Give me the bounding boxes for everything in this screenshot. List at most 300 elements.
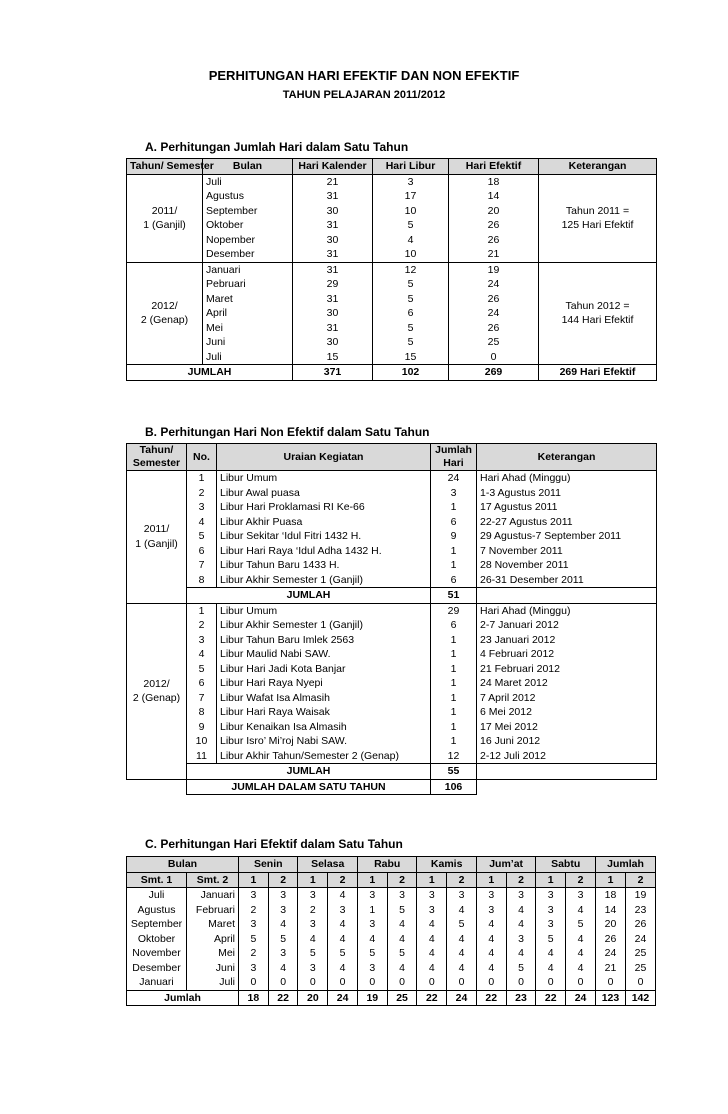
header-cell: Kamis	[417, 857, 476, 873]
count-cell: 20	[595, 917, 625, 932]
hari-kalender-cell: 31	[293, 189, 373, 204]
count-cell: 4	[268, 917, 298, 932]
jumlah-hari-cell: 1	[431, 558, 477, 573]
bulan-cell: Agustus	[127, 903, 187, 918]
table-row	[127, 573, 657, 588]
count-cell: 4	[447, 961, 477, 976]
count-cell: 4	[268, 961, 298, 976]
subtotal-keterangan	[477, 588, 657, 604]
header-uraian: Uraian Kegiatan	[217, 444, 431, 471]
jumlah-hari-cell: 12	[431, 749, 477, 764]
bulan-cell: Pebruari	[203, 277, 293, 292]
semester-cell	[127, 471, 187, 604]
count-cell: 4	[357, 932, 387, 947]
hari-efektif-cell: 21	[449, 247, 539, 262]
total-keterangan: 269 Hari Efektif	[539, 365, 657, 381]
jumlah-hari-cell: 3	[431, 486, 477, 501]
uraian-cell: Libur Tahun Baru Imlek 2563	[217, 633, 431, 648]
table-header-row	[127, 444, 657, 471]
bulan-cell: Nopember	[203, 233, 293, 248]
bulan-cell: Februari	[187, 903, 239, 918]
header-hari-kalender: Hari Kalender	[293, 159, 373, 175]
header-cell: Sabtu	[536, 857, 596, 873]
semester-label: 1 (Ganjil)	[135, 537, 178, 550]
uraian-cell: Libur Hari Raya Waisak	[217, 705, 431, 720]
count-cell: 3	[239, 961, 269, 976]
count-cell: 3	[417, 888, 447, 903]
count-cell: 5	[447, 917, 477, 932]
grand-total-value: 106	[431, 779, 477, 795]
bulan-cell: Juli	[203, 174, 293, 189]
hari-efektif-cell: 26	[449, 292, 539, 307]
uraian-cell: Libur Tahun Baru 1433 H.	[217, 558, 431, 573]
jumlah-hari-cell: 1	[431, 705, 477, 720]
no-cell: 7	[187, 691, 217, 706]
total-cell: 22	[417, 990, 447, 1006]
jumlah-hari-cell: 1	[431, 691, 477, 706]
table-row	[127, 691, 657, 706]
table-header-row	[127, 857, 656, 873]
header-semester: Tahun/ Semester	[127, 159, 203, 175]
count-cell: 5	[387, 903, 417, 918]
count-cell: 3	[298, 888, 328, 903]
subheader-cell: 2	[447, 872, 477, 888]
grand-total-label: JUMLAH DALAM SATU TAHUN	[187, 779, 431, 795]
subtotal-label: JUMLAH	[187, 764, 431, 780]
hari-efektif-cell: 14	[449, 189, 539, 204]
hari-kalender-cell: 29	[293, 277, 373, 292]
count-cell: 4	[566, 946, 596, 961]
hari-libur-cell: 5	[373, 292, 449, 307]
keterangan-cell: 2-12 Juli 2012	[477, 749, 657, 764]
semester-cell	[127, 174, 203, 262]
count-cell: 0	[476, 975, 506, 990]
count-cell: 4	[417, 946, 447, 961]
count-cell: 4	[417, 917, 447, 932]
count-cell: 1	[357, 903, 387, 918]
table-row	[127, 647, 657, 662]
subheader-cell: 2	[328, 872, 358, 888]
hari-libur-cell: 5	[373, 277, 449, 292]
no-cell: 1	[187, 603, 217, 618]
keterangan-cell	[539, 262, 657, 365]
jumlah-hari-cell: 1	[431, 500, 477, 515]
table-header-row	[127, 159, 657, 175]
subheader-cell: 2	[625, 872, 655, 888]
semester-cell	[127, 262, 203, 365]
header-cell: Jumlah	[595, 857, 655, 873]
header-keterangan: Keterangan	[539, 159, 657, 175]
count-cell: 0	[447, 975, 477, 990]
table-row	[127, 633, 657, 648]
uraian-cell: Libur Hari Raya Nyepi	[217, 676, 431, 691]
hari-kalender-cell: 15	[293, 350, 373, 365]
count-cell: 3	[476, 903, 506, 918]
count-cell: 4	[328, 917, 358, 932]
jumlah-hari-cell: 24	[431, 471, 477, 486]
count-cell: 24	[625, 932, 655, 947]
count-cell: 0	[268, 975, 298, 990]
jumlah-hari-cell: 1	[431, 734, 477, 749]
count-cell: 21	[595, 961, 625, 976]
hari-kalender-cell: 31	[293, 292, 373, 307]
total-cell: 24	[447, 990, 477, 1006]
total-cell: 24	[328, 990, 358, 1006]
keterangan-cell: Hari Ahad (Minggu)	[477, 471, 657, 486]
no-cell: 8	[187, 705, 217, 720]
count-cell: 19	[625, 888, 655, 903]
keterangan-cell	[539, 174, 657, 262]
count-cell: 0	[239, 975, 269, 990]
count-cell: 5	[566, 917, 596, 932]
header-semester: Tahun/ Semester	[127, 444, 187, 471]
total-cell: 22	[476, 990, 506, 1006]
total-label: Jumlah	[127, 990, 239, 1006]
section-c-heading: C. Perhitungan Hari Efektif dalam Satu Tahun	[145, 837, 403, 851]
total-cell: 142	[625, 990, 655, 1006]
table-row	[127, 486, 657, 501]
count-cell: 3	[298, 917, 328, 932]
no-cell: 10	[187, 734, 217, 749]
table-row	[127, 734, 657, 749]
keterangan-cell: 24 Maret 2012	[477, 676, 657, 691]
hari-libur-cell: 10	[373, 247, 449, 262]
subtotal-keterangan	[477, 764, 657, 780]
table-row	[127, 888, 656, 903]
header-bulan: Bulan	[203, 159, 293, 175]
hari-efektif-cell: 0	[449, 350, 539, 365]
count-cell: 4	[387, 917, 417, 932]
keterangan-cell: 22-27 Agustus 2011	[477, 515, 657, 530]
count-cell: 3	[506, 932, 536, 947]
total-cell: 19	[357, 990, 387, 1006]
total-cell: 25	[387, 990, 417, 1006]
keterangan-cell: 23 Januari 2012	[477, 633, 657, 648]
count-cell: 0	[298, 975, 328, 990]
count-cell: 0	[506, 975, 536, 990]
header-cell: Selasa	[298, 857, 357, 873]
count-cell: 3	[357, 917, 387, 932]
semester-label: 2 (Genap)	[132, 692, 181, 704]
no-cell: 2	[187, 618, 217, 633]
count-cell: 3	[536, 903, 566, 918]
keterangan-cell: 6 Mei 2012	[477, 705, 657, 720]
uraian-cell: Libur Wafat Isa Almasih	[217, 691, 431, 706]
subheader-cell: 1	[476, 872, 506, 888]
count-cell: 4	[566, 961, 596, 976]
count-cell: 3	[417, 903, 447, 918]
count-cell: 4	[566, 932, 596, 947]
count-cell: 4	[328, 961, 358, 976]
count-cell: 0	[328, 975, 358, 990]
count-cell: 3	[268, 888, 298, 903]
hari-libur-cell: 5	[373, 218, 449, 233]
count-cell: 3	[476, 888, 506, 903]
subheader-cell: 1	[595, 872, 625, 888]
jumlah-hari-cell: 1	[431, 647, 477, 662]
count-cell: 3	[239, 888, 269, 903]
subheader-cell: 2	[506, 872, 536, 888]
count-cell: 4	[476, 932, 506, 947]
bulan-cell: Januari	[203, 262, 293, 277]
semester-year: 2011/	[143, 523, 170, 536]
bulan-cell: Mei	[187, 946, 239, 961]
header-cell: Jum’at	[476, 857, 535, 873]
hari-kalender-cell: 31	[293, 321, 373, 336]
total-cell: 24	[566, 990, 596, 1006]
bulan-cell: Juni	[187, 961, 239, 976]
hari-libur-cell: 5	[373, 335, 449, 350]
no-cell: 7	[187, 558, 217, 573]
count-cell: 0	[536, 975, 566, 990]
uraian-cell: Libur Akhir Tahun/Semester 2 (Genap)	[217, 749, 431, 764]
uraian-cell: Libur Hari Jadi Kota Banjar	[217, 662, 431, 677]
subheader-cell: 2	[268, 872, 298, 888]
header-keterangan: Keterangan	[477, 444, 657, 471]
no-cell: 9	[187, 720, 217, 735]
table-row	[127, 603, 657, 618]
subtotal-row	[127, 764, 657, 780]
subheader-cell: 1	[298, 872, 328, 888]
table-row	[127, 471, 657, 486]
table-row	[127, 903, 656, 918]
subheader-cell: 2	[387, 872, 417, 888]
keterangan-cell: 29 Agustus-7 September 2011	[477, 529, 657, 544]
table-hari-efektif-mingguan	[126, 856, 656, 1006]
total-kalender: 371	[293, 365, 373, 381]
count-cell: 25	[625, 946, 655, 961]
jumlah-hari-cell: 6	[431, 618, 477, 633]
no-cell: 4	[187, 515, 217, 530]
hari-kalender-cell: 31	[293, 247, 373, 262]
hari-efektif-cell: 25	[449, 335, 539, 350]
hari-libur-cell: 10	[373, 204, 449, 219]
hari-kalender-cell: 30	[293, 306, 373, 321]
keterangan-line: Tahun 2012 =	[565, 299, 630, 312]
hari-libur-cell: 4	[373, 233, 449, 248]
table-row	[127, 515, 657, 530]
count-cell: 3	[268, 946, 298, 961]
document-title: PERHITUNGAN HARI EFEKTIF DAN NON EFEKTIF	[208, 68, 520, 83]
count-cell: 3	[566, 888, 596, 903]
count-cell: 5	[268, 932, 298, 947]
no-cell: 8	[187, 573, 217, 588]
bulan-cell: September	[203, 204, 293, 219]
no-cell: 11	[187, 749, 217, 764]
subheader-cell: 1	[536, 872, 566, 888]
keterangan-line: 125 Hari Efektif	[561, 219, 634, 231]
hari-kalender-cell: 30	[293, 204, 373, 219]
table-row	[127, 917, 656, 932]
count-cell: 4	[536, 961, 566, 976]
total-row	[127, 990, 656, 1006]
count-cell: 3	[328, 903, 358, 918]
count-cell: 4	[417, 932, 447, 947]
hari-efektif-cell: 26	[449, 218, 539, 233]
total-row	[127, 365, 657, 381]
count-cell: 3	[357, 888, 387, 903]
count-cell: 24	[595, 946, 625, 961]
blank-cell	[477, 779, 657, 795]
count-cell: 3	[387, 888, 417, 903]
hari-efektif-cell: 26	[449, 321, 539, 336]
no-cell: 3	[187, 500, 217, 515]
bulan-cell: Agustus	[203, 189, 293, 204]
hari-efektif-cell: 26	[449, 233, 539, 248]
header-cell: Senin	[239, 857, 298, 873]
total-libur: 102	[373, 365, 449, 381]
section-a-heading: A. Perhitungan Jumlah Hari dalam Satu Tahun	[145, 140, 409, 154]
count-cell: 3	[506, 888, 536, 903]
bulan-cell: Desember	[127, 961, 187, 976]
keterangan-cell: 17 Mei 2012	[477, 720, 657, 735]
total-label: JUMLAH	[127, 365, 293, 381]
uraian-cell: Libur Akhir Semester 1 (Ganjil)	[217, 573, 431, 588]
bulan-cell: November	[127, 946, 187, 961]
bulan-cell: Januari	[127, 975, 187, 990]
count-cell: 5	[328, 946, 358, 961]
subtotal-label: JUMLAH	[187, 588, 431, 604]
count-cell: 4	[506, 903, 536, 918]
count-cell: 0	[595, 975, 625, 990]
count-cell: 5	[536, 932, 566, 947]
uraian-cell: Libur Akhir Semester 1 (Ganjil)	[217, 618, 431, 633]
count-cell: 4	[536, 946, 566, 961]
hari-efektif-cell: 24	[449, 306, 539, 321]
no-cell: 5	[187, 529, 217, 544]
count-cell: 0	[357, 975, 387, 990]
hari-libur-cell: 12	[373, 262, 449, 277]
bulan-cell: Juli	[127, 888, 187, 903]
bulan-cell: September	[127, 917, 187, 932]
no-cell: 3	[187, 633, 217, 648]
count-cell: 3	[447, 888, 477, 903]
table-row	[127, 544, 657, 559]
uraian-cell: Libur Akhir Puasa	[217, 515, 431, 530]
jumlah-hari-cell: 1	[431, 720, 477, 735]
jumlah-hari-cell: 1	[431, 662, 477, 677]
count-cell: 0	[417, 975, 447, 990]
count-cell: 4	[447, 903, 477, 918]
semester-label: 1 (Ganjil)	[143, 219, 186, 231]
bulan-cell: Oktober	[203, 218, 293, 233]
count-cell: 4	[328, 932, 358, 947]
count-cell: 2	[298, 903, 328, 918]
count-cell: 3	[298, 961, 328, 976]
hari-kalender-cell: 21	[293, 174, 373, 189]
table-row	[127, 676, 657, 691]
count-cell: 18	[595, 888, 625, 903]
subheader-cell: 1	[417, 872, 447, 888]
table-hari-efektif	[126, 158, 657, 381]
count-cell: 26	[625, 917, 655, 932]
subheader-cell: Smt. 2	[187, 872, 239, 888]
hari-kalender-cell: 30	[293, 233, 373, 248]
table-row	[127, 558, 657, 573]
hari-efektif-cell: 20	[449, 204, 539, 219]
no-cell: 6	[187, 676, 217, 691]
keterangan-cell: 7 April 2012	[477, 691, 657, 706]
count-cell: 5	[357, 946, 387, 961]
header-cell: Rabu	[357, 857, 416, 873]
hari-kalender-cell: 31	[293, 262, 373, 277]
count-cell: 4	[328, 888, 358, 903]
keterangan-cell: 1-3 Agustus 2011	[477, 486, 657, 501]
count-cell: 0	[387, 975, 417, 990]
uraian-cell: Libur Kenaikan Isa Almasih	[217, 720, 431, 735]
total-cell: 22	[268, 990, 298, 1006]
table-row	[127, 500, 657, 515]
subheader-cell: Smt. 1	[127, 872, 187, 888]
keterangan-cell: 4 Februari 2012	[477, 647, 657, 662]
uraian-cell: Libur Isro’ Mi’roj Nabi SAW.	[217, 734, 431, 749]
count-cell: 0	[566, 975, 596, 990]
hari-efektif-cell: 24	[449, 277, 539, 292]
bulan-cell: Juni	[203, 335, 293, 350]
subtotal-value: 51	[431, 588, 477, 604]
count-cell: 2	[239, 946, 269, 961]
header-cell: Bulan	[127, 857, 239, 873]
count-cell: 3	[268, 903, 298, 918]
keterangan-cell: 2-7 Januari 2012	[477, 618, 657, 633]
jumlah-hari-cell: 6	[431, 573, 477, 588]
bulan-cell: Oktober	[127, 932, 187, 947]
total-cell: 20	[298, 990, 328, 1006]
jumlah-hari-cell: 9	[431, 529, 477, 544]
bulan-cell: Juli	[203, 350, 293, 365]
subheader-cell: 1	[239, 872, 269, 888]
uraian-cell: Libur Hari Raya ‘Idul Adha 1432 H.	[217, 544, 431, 559]
total-cell: 18	[239, 990, 269, 1006]
count-cell: 3	[239, 917, 269, 932]
uraian-cell: Libur Umum	[217, 471, 431, 486]
jumlah-hari-cell: 1	[431, 544, 477, 559]
count-cell: 3	[357, 961, 387, 976]
count-cell: 4	[447, 946, 477, 961]
table-row	[127, 262, 657, 277]
semester-year: 2012/	[151, 299, 178, 312]
bulan-cell: Januari	[187, 888, 239, 903]
total-efektif: 269	[449, 365, 539, 381]
no-cell: 2	[187, 486, 217, 501]
semester-year: 2011/	[151, 204, 178, 217]
table-row	[127, 946, 656, 961]
count-cell: 5	[239, 932, 269, 947]
keterangan-cell: 16 Juni 2012	[477, 734, 657, 749]
table-row	[127, 932, 656, 947]
jumlah-hari-cell: 1	[431, 676, 477, 691]
bulan-cell: Mei	[203, 321, 293, 336]
total-cell: 123	[595, 990, 625, 1006]
hari-kalender-cell: 30	[293, 335, 373, 350]
keterangan-cell: 28 November 2011	[477, 558, 657, 573]
hari-kalender-cell: 31	[293, 218, 373, 233]
bulan-cell: Juli	[187, 975, 239, 990]
count-cell: 4	[476, 946, 506, 961]
jumlah-hari-cell: 29	[431, 603, 477, 618]
table-row	[127, 961, 656, 976]
count-cell: 4	[506, 946, 536, 961]
keterangan-line: Tahun 2011 =	[565, 204, 630, 217]
blank-cell	[127, 779, 187, 795]
uraian-cell: Libur Sekitar ‘Idul Fitri 1432 H.	[217, 529, 431, 544]
section-b-heading: B. Perhitungan Hari Non Efektif dalam Satu Tahun	[145, 425, 430, 439]
count-cell: 4	[298, 932, 328, 947]
hari-libur-cell: 3	[373, 174, 449, 189]
jumlah-hari-cell: 1	[431, 633, 477, 648]
bulan-cell: Maret	[187, 917, 239, 932]
table-hari-non-efektif	[126, 443, 657, 795]
